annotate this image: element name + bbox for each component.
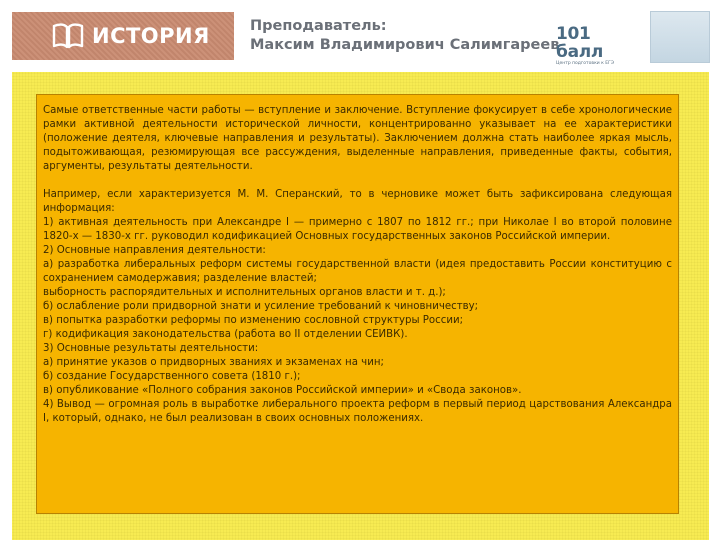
list-item: г) кодификация законодательства (работа во II отделении СЕИВК). xyxy=(43,329,408,340)
book-icon xyxy=(52,23,84,49)
list-item: а) принятие указов о придворных званиях и экзаменах на чин; xyxy=(43,357,384,368)
list-item: 3) Основные результаты деятельности: xyxy=(43,343,259,354)
teacher-name: Максим Владимирович Салимгареев xyxy=(250,37,560,53)
teacher-info xyxy=(250,17,559,55)
list-item: выборность распорядительных и исполнительных органов власти и т. д.); xyxy=(43,287,446,298)
subject-title: ИСТОРИЯ xyxy=(92,24,210,48)
list-item: в) опубликование «Полного собрания законов Российской империи» и «Свода законов». xyxy=(43,385,522,396)
header xyxy=(0,0,720,72)
logo-subtitle: Центр подготовки к ЕГЭ xyxy=(556,61,615,66)
corner-decoration xyxy=(650,11,710,63)
brand-logo xyxy=(556,25,626,67)
teacher-label: Преподаватель: xyxy=(250,18,387,34)
example-intro: Например, если характеризуется М. М. Сперанский, то в черновике может быть зафиксирована следующая информация: xyxy=(43,189,672,214)
paragraph-gap xyxy=(43,174,672,188)
list-item: 1) активная деятельность при Александре I — примерно с 1807 по 1812 гг.; при Николае I во второй половине 1820-х — 1830-х гг. руководил кодификацией Основных государственных законов Российской империи. xyxy=(43,217,672,242)
list-item: 2) Основные направления деятельности: xyxy=(43,245,266,256)
list-item: в) попытка разработки реформы по изменению сословной структуры России; xyxy=(43,315,464,326)
intro-paragraph: Самые ответственные части работы — вступление и заключение. Вступление фокусирует в себе хронологические рамки активной деятельности исторической личности, концентрированно указывает на ее характеристики (положение деятеля, ключевые направления и результаты). Заключением должна стать наиболее яркая мысль, подытоживающая, резюмирующая все рассуждения, выделенные направления, приведенные факты, события, аргументы, результаты деятельности. xyxy=(43,105,672,172)
list-item: 4) Вывод — огромная роль в выработке либерального проекта реформ в первый период царствования Александра I, который, однако, не был реализован в своих основных положениях. xyxy=(43,399,672,424)
example-list xyxy=(43,216,672,426)
subject-badge xyxy=(12,12,234,60)
list-item: б) ослабление роли придворной знати и усиление требований к чиновничеству; xyxy=(43,301,479,312)
list-item: б) создание Государственного совета (1810 г.); xyxy=(43,371,301,382)
list-item: а) разработка либеральных реформ системы государственной власти (идея предоставить России конституцию с сохранением самодержавия; разделение властей; xyxy=(43,259,672,284)
content-panel xyxy=(36,94,679,514)
logo-main-text: 101 балл xyxy=(556,24,604,62)
